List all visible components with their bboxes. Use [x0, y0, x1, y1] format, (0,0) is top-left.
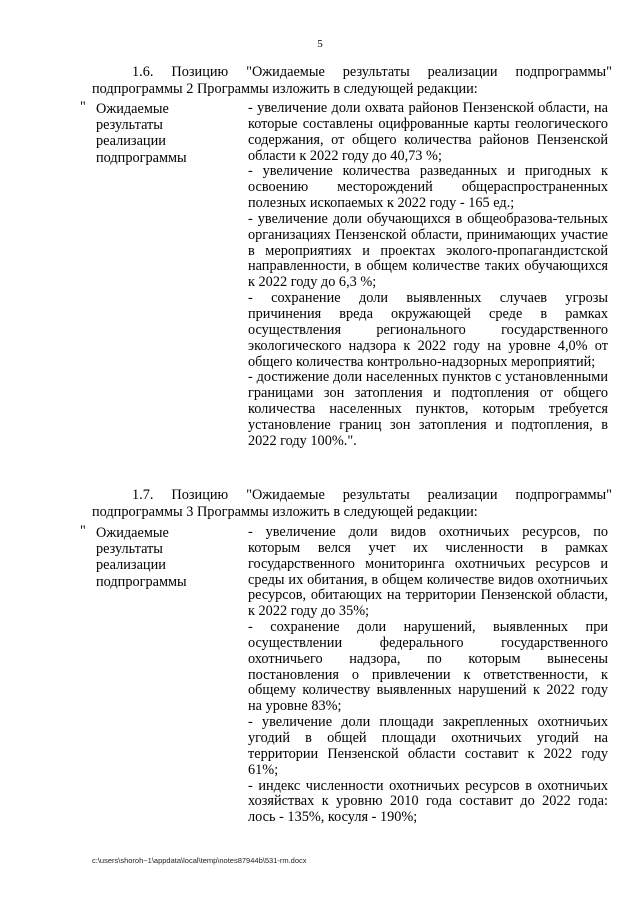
label-line: подпрограммы: [96, 573, 187, 590]
list-item: - сохранение доли выявленных случаев угрозы причинения вреда окружающей среде в рамках осуществления регионального государственного экологического надзора к 2022 году на уровне 4,0% от общего количества контрольно-надзорных мероприятий;: [248, 290, 608, 370]
list-item: - увеличение количества разведанных и пригодных к освоению месторождений общераспространенных полезных ископаемых к 2022 году - 165 ед.;: [248, 163, 608, 212]
label-line: Ожидаемые: [96, 101, 169, 117]
label-line: реализации: [96, 133, 166, 150]
label-line: подпрограммы: [96, 149, 187, 166]
list-item: - увеличение доли видов охотничьих ресурсов, по которым велся учет их численности в рамках государственного мониторинга охотничьих ресурсов и среды их обитания, в общем количестве видов охотничьих ресурсов, обитающих на территории Пензенской области, к 2022 году до 35%;: [248, 524, 608, 620]
results-label: [96, 101, 246, 166]
page-number: 5: [317, 38, 323, 50]
results-label: [96, 525, 246, 590]
list-item: - увеличение доли охвата районов Пензенской области, на которые составлены оцифрованные карты геологического содержания, от общего количества районов Пензенской области к 2022 году до 40,73 %;: [248, 100, 608, 164]
open-quote: ": [80, 99, 86, 115]
file-path-footer: c:\users\shoroh~1\appdata\local\temp\notes87944b\531-rm.docx: [92, 856, 307, 865]
label-line: результаты: [96, 541, 163, 558]
section-1-6-intro: [92, 64, 612, 97]
results-list: [248, 525, 608, 826]
list-item: - увеличение доли площади закрепленных охотничьих угодий в общей площади охотничьих угодий на территории Пензенской области составит к 2022 году 61%;: [248, 714, 608, 778]
list-item: - увеличение доли обучающихся в общеобразова-тельных организациях Пензенской области, принимающих участие в мероприятиях и проектах эколого-пропагандистской направленности, в общем количестве таких обучающихся к 2022 году до 6,3 %;: [248, 210, 608, 291]
results-list: [248, 101, 608, 450]
section-1-6-line1: 1.6. Позицию "Ожидаемые результаты реализации подпрограммы": [132, 64, 612, 80]
list-item: - достижение доли населенных пунктов с установленными границами зон затопления и подтопления от общего количества населенных пунктов, которым требуется установление границ зон затопления и подтопления, в 2022 году 100%.".: [248, 369, 608, 449]
section-1-7-intro: [92, 487, 612, 520]
list-item: - сохранение доли нарушений, выявленных при осуществлении федерального государственного охотничьего надзора, по которым вынесены постановления о привлечении к ответственности, к общему количеству выявленных нарушений к 2022 году на уровне 83%;: [248, 619, 608, 715]
section-1-7-line2: подпрограммы 3 Программы изложить в следующей редакции:: [92, 503, 478, 520]
label-line: реализации: [96, 557, 166, 574]
list-item: - индекс численности охотничьих ресурсов в охотничьих хозяйствах к уровню 2010 года составит до 2022 года: лось - 135%, косуля - 190%;: [248, 777, 608, 826]
section-1-7-line1: 1.7. Позицию "Ожидаемые результаты реализации подпрограммы": [132, 487, 612, 503]
label-line: результаты: [96, 117, 163, 134]
label-line: Ожидаемые: [96, 525, 169, 541]
section-1-6-line2: подпрограммы 2 Программы изложить в следующей редакции:: [92, 80, 478, 97]
open-quote: ": [80, 523, 86, 539]
